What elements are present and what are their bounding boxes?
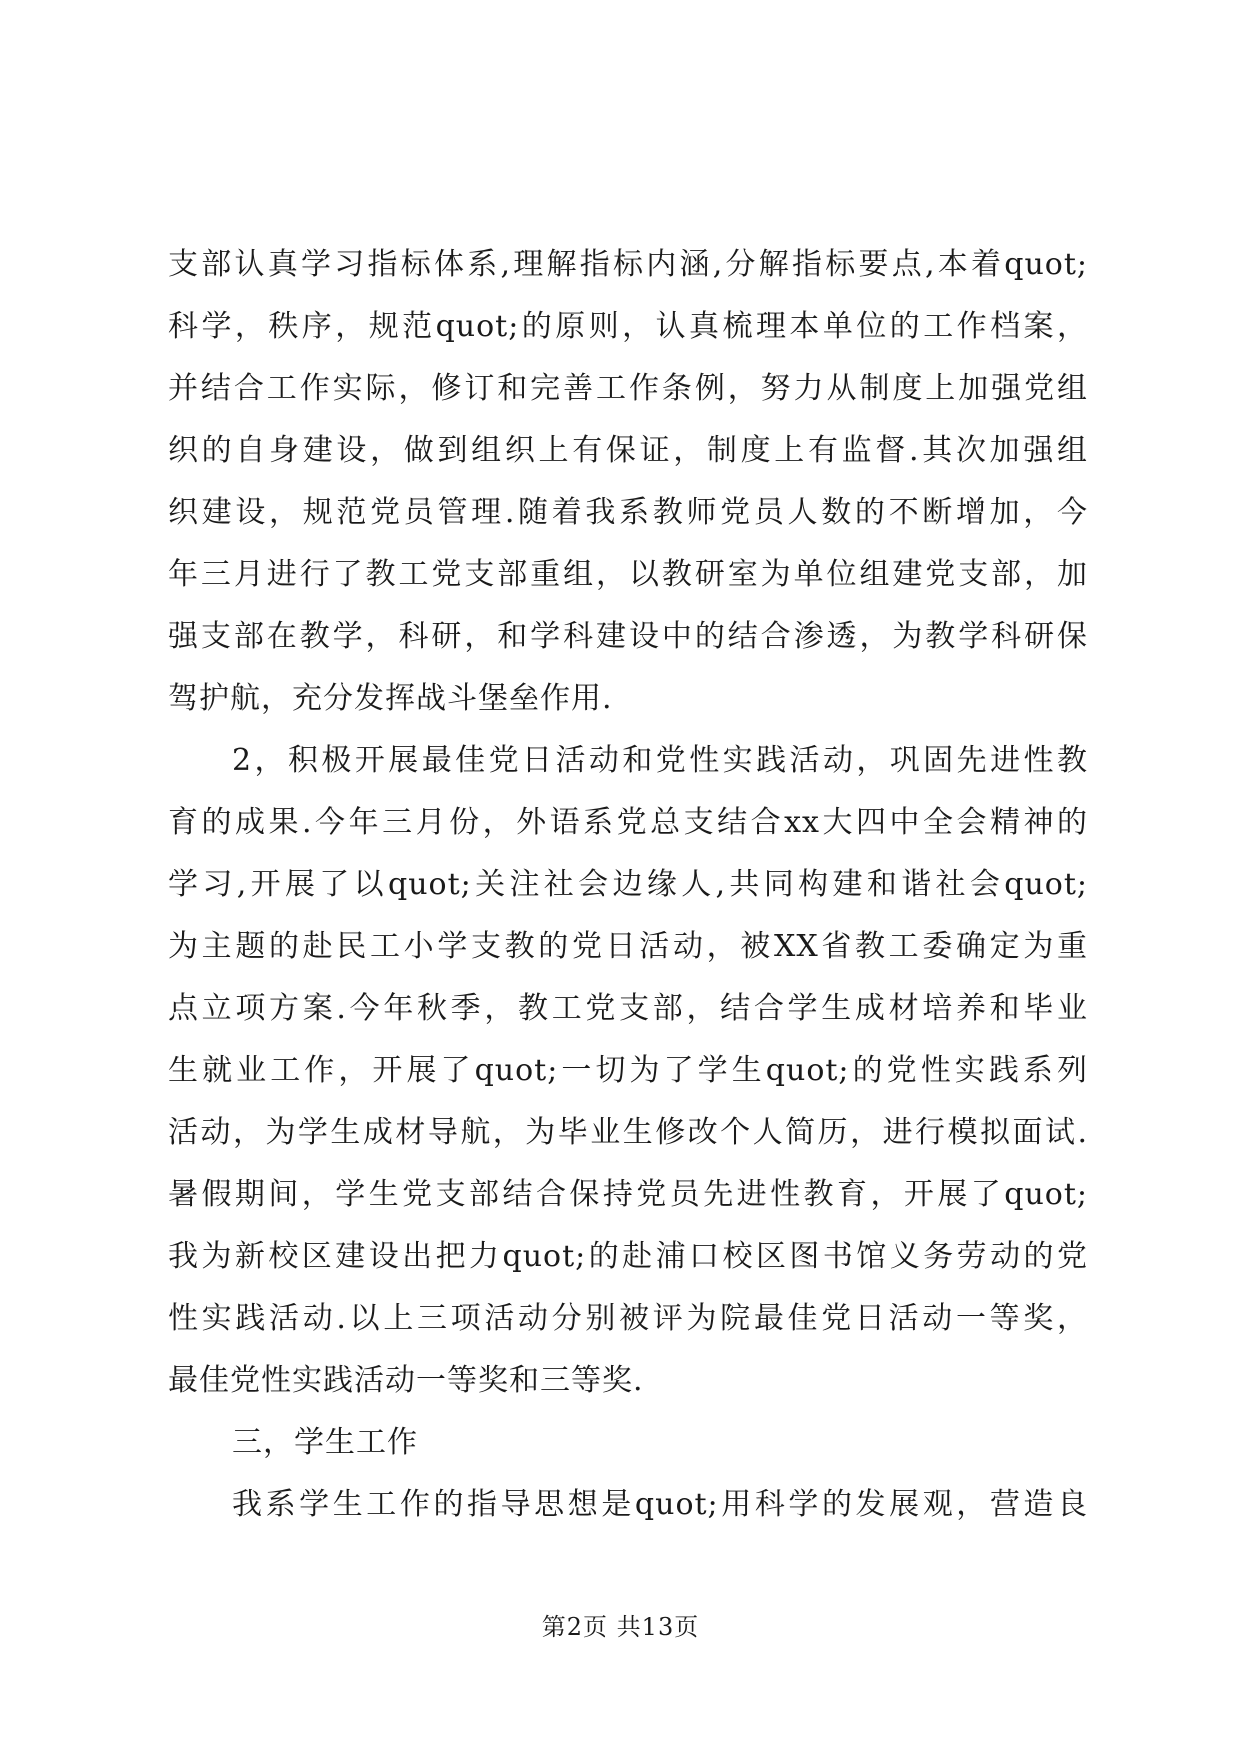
- text-line: 我为新校区建设出把力quot;的赴浦口校区图书馆义务劳动的党: [168, 1239, 1088, 1274]
- text-line: 学习,开展了以quot;关注社会边缘人,共同构建和谐社会quot;: [168, 867, 1088, 902]
- text-line: 生就业工作，开展了quot;一切为了学生quot;的党性实践系列: [168, 1053, 1088, 1088]
- text-line: 织的自身建设，做到组织上有保证，制度上有监督.其次加强组: [168, 433, 1088, 468]
- text-line: 科学，秩序，规范quot;的原则，认真梳理本单位的工作档案，: [168, 309, 1088, 344]
- paragraph-start-line: 2，积极开展最佳党日活动和党性实践活动，巩固先进性教: [232, 743, 1088, 778]
- text-line: 并结合工作实际，修订和完善工作条例，努力从制度上加强党组: [168, 371, 1088, 406]
- text-line: 最佳党性实践活动一等奖和三等奖.: [168, 1363, 644, 1398]
- text-line: 驾护航，充分发挥战斗堡垒作用.: [168, 681, 613, 716]
- text-line: 织建设，规范党员管理.随着我系教师党员人数的不断增加，今: [168, 495, 1088, 530]
- section-heading: 三，学生工作: [232, 1425, 418, 1460]
- paragraph-start-line: 我系学生工作的指导思想是quot;用科学的发展观，营造良: [232, 1487, 1088, 1522]
- text-line: 点立项方案.今年秋季，教工党支部，结合学生成材培养和毕业: [168, 991, 1088, 1026]
- document-body: [168, 234, 1088, 1536]
- page-footer: 第2页 共13页: [541, 1613, 700, 1641]
- text-line: 活动，为学生成材导航，为毕业生修改个人简历，进行模拟面试.: [168, 1115, 1088, 1150]
- text-line: 强支部在教学，科研，和学科建设中的结合渗透，为教学科研保: [168, 619, 1088, 654]
- text-line: 暑假期间，学生党支部结合保持党员先进性教育，开展了quot;: [168, 1177, 1088, 1212]
- text-line: 年三月进行了教工党支部重组，以教研室为单位组建党支部，加: [168, 557, 1088, 592]
- text-line: 支部认真学习指标体系,理解指标内涵,分解指标要点,本着quot;: [168, 247, 1088, 282]
- text-line: 性实践活动.以上三项活动分别被评为院最佳党日活动一等奖，: [168, 1301, 1088, 1336]
- text-line: 育的成果.今年三月份，外语系党总支结合xx大四中全会精神的: [168, 805, 1088, 840]
- text-line: 为主题的赴民工小学支教的党日活动，被XX省教工委确定为重: [168, 929, 1088, 964]
